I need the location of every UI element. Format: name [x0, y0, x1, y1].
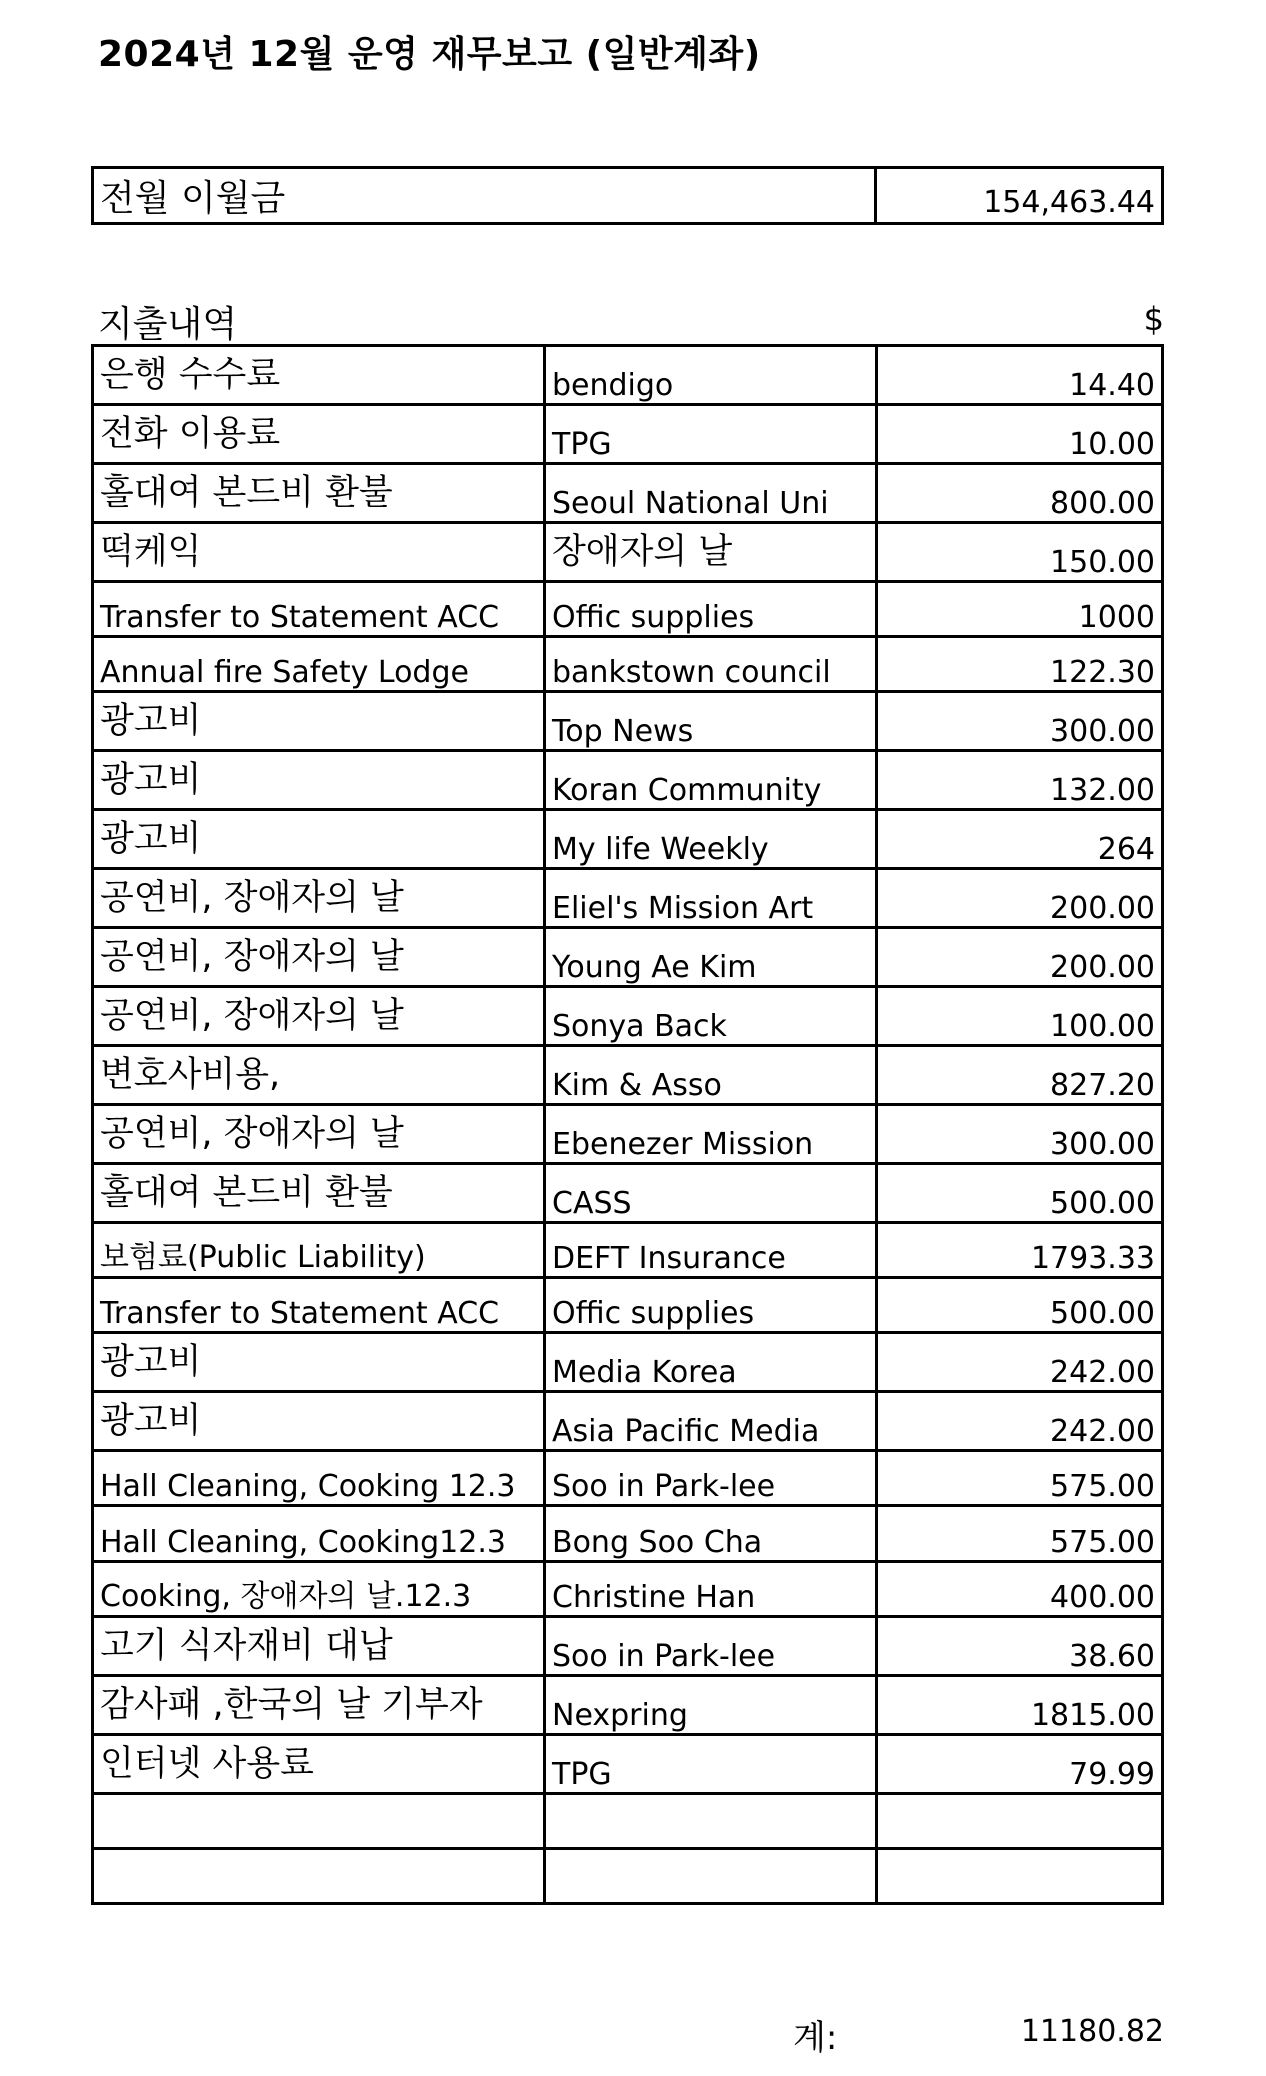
- expense-amount: 800.00: [877, 464, 1163, 523]
- expense-description: 광고비: [93, 1392, 545, 1451]
- expense-payee: Eliel's Mission Art: [545, 869, 877, 928]
- expense-amount: 400.00: [877, 1561, 1163, 1616]
- expense-payee: Seoul National Uni: [545, 464, 877, 523]
- table-row: [93, 1223, 1163, 1278]
- expense-description: 공연비, 장애자의 날: [93, 1105, 545, 1164]
- expense-description: 홀대여 본드비 환불: [93, 464, 545, 523]
- expense-amount: 500.00: [877, 1164, 1163, 1223]
- expense-description: 감사패 ,한국의 날 기부자: [93, 1675, 545, 1734]
- expense-description: [93, 1793, 545, 1848]
- expense-description: Transfer to Statement ACC: [93, 582, 545, 637]
- table-row: [93, 928, 1163, 987]
- expense-description: Annual fire Safety Lodge: [93, 637, 545, 692]
- expense-payee: Soo in Park-lee: [545, 1451, 877, 1506]
- expense-description: 공연비, 장애자의 날: [93, 987, 545, 1046]
- expense-amount: 38.60: [877, 1616, 1163, 1675]
- page-title: 2024년 12월 운영 재무보고 (일반계좌): [98, 34, 761, 75]
- expense-description: 전화 이용료: [93, 405, 545, 464]
- table-row: [93, 405, 1163, 464]
- expenses-section-label: 지출내역: [98, 304, 238, 345]
- table-row: [93, 1734, 1163, 1793]
- expense-amount: 79.99: [877, 1734, 1163, 1793]
- table-row: [93, 1675, 1163, 1734]
- expense-amount: 300.00: [877, 1105, 1163, 1164]
- expense-payee: Bong Soo Cha: [545, 1506, 877, 1561]
- expense-amount: 300.00: [877, 692, 1163, 751]
- expense-description: 보험료(Public Liability): [93, 1223, 545, 1278]
- table-row: [93, 692, 1163, 751]
- table-row: [93, 1046, 1163, 1105]
- expense-amount: 1815.00: [877, 1675, 1163, 1734]
- expense-payee: Soo in Park-lee: [545, 1616, 877, 1675]
- table-row: [93, 637, 1163, 692]
- expense-description: 떡케익: [93, 523, 545, 582]
- table-row: [93, 582, 1163, 637]
- table-row: [93, 1561, 1163, 1616]
- table-row: [93, 1451, 1163, 1506]
- expense-amount: [877, 1848, 1163, 1903]
- table-row: [93, 987, 1163, 1046]
- expense-payee: My life Weekly: [545, 810, 877, 869]
- carry-over-label: 전월 이월금: [94, 169, 877, 222]
- expense-payee: Ebenezer Mission: [545, 1105, 877, 1164]
- expense-amount: 575.00: [877, 1451, 1163, 1506]
- carry-over-box: [91, 166, 1164, 225]
- carry-over-amount: 154,463.44: [983, 185, 1155, 220]
- expense-description: 광고비: [93, 1333, 545, 1392]
- expense-amount: 1793.33: [877, 1223, 1163, 1278]
- expense-payee: TPG: [545, 405, 877, 464]
- expense-payee: TPG: [545, 1734, 877, 1793]
- expense-description: 변호사비용,: [93, 1046, 545, 1105]
- table-row: [93, 523, 1163, 582]
- expense-amount: 1000: [877, 582, 1163, 637]
- expense-payee: Offic supplies: [545, 1278, 877, 1333]
- expense-payee: Media Korea: [545, 1333, 877, 1392]
- expense-amount: 10.00: [877, 405, 1163, 464]
- expense-payee: [545, 1848, 877, 1903]
- table-row: [93, 1164, 1163, 1223]
- expense-description: 공연비, 장애자의 날: [93, 928, 545, 987]
- table-row: [93, 1793, 1163, 1848]
- total-value: 11180.82: [1020, 2014, 1164, 2049]
- expense-amount: 150.00: [877, 523, 1163, 582]
- expense-payee: CASS: [545, 1164, 877, 1223]
- currency-symbol: $: [1143, 300, 1164, 338]
- expense-payee: Nexpring: [545, 1675, 877, 1734]
- expense-description: 홀대여 본드비 환불: [93, 1164, 545, 1223]
- table-row: [93, 1105, 1163, 1164]
- expense-amount: [877, 1793, 1163, 1848]
- expense-amount: 242.00: [877, 1392, 1163, 1451]
- expense-payee: Young Ae Kim: [545, 928, 877, 987]
- table-row: [93, 1848, 1163, 1903]
- expense-description: Cooking, 장애자의 날.12.3: [93, 1561, 545, 1616]
- expense-amount: 200.00: [877, 928, 1163, 987]
- expense-description: 은행 수수료: [93, 346, 545, 405]
- expense-description: Hall Cleaning, Cooking12.3: [93, 1506, 545, 1561]
- expense-amount: 500.00: [877, 1278, 1163, 1333]
- table-row: [93, 1278, 1163, 1333]
- expense-amount: 132.00: [877, 751, 1163, 810]
- expense-amount: 827.20: [877, 1046, 1163, 1105]
- expense-table: [91, 344, 1164, 1905]
- expense-description: 인터넷 사용료: [93, 1734, 545, 1793]
- total-label: 계:: [793, 2018, 838, 2058]
- table-row: [93, 1392, 1163, 1451]
- table-row: [93, 464, 1163, 523]
- expense-amount: 264: [877, 810, 1163, 869]
- expense-payee: 장애자의 날: [545, 523, 877, 582]
- expense-description: Hall Cleaning, Cooking 12.3: [93, 1451, 545, 1506]
- expense-description: 고기 식자재비 대납: [93, 1616, 545, 1675]
- expense-payee: bankstown council: [545, 637, 877, 692]
- expense-payee: Christine Han: [545, 1561, 877, 1616]
- expense-description: Transfer to Statement ACC: [93, 1278, 545, 1333]
- expense-description: 광고비: [93, 692, 545, 751]
- expense-description: [93, 1848, 545, 1903]
- table-row: [93, 1333, 1163, 1392]
- expense-payee: Asia Pacific Media: [545, 1392, 877, 1451]
- table-row: [93, 810, 1163, 869]
- table-row: [93, 1506, 1163, 1561]
- expense-payee: Koran Community: [545, 751, 877, 810]
- table-row: [93, 1616, 1163, 1675]
- expense-description: 공연비, 장애자의 날: [93, 869, 545, 928]
- expense-amount: 14.40: [877, 346, 1163, 405]
- expense-amount: 575.00: [877, 1506, 1163, 1561]
- table-row: [93, 869, 1163, 928]
- expense-payee: Kim & Asso: [545, 1046, 877, 1105]
- expense-payee: Offic supplies: [545, 582, 877, 637]
- expense-payee: bendigo: [545, 346, 877, 405]
- table-row: [93, 751, 1163, 810]
- expense-payee: Sonya Back: [545, 987, 877, 1046]
- expense-payee: [545, 1793, 877, 1848]
- expense-amount: 122.30: [877, 637, 1163, 692]
- expense-description: 광고비: [93, 751, 545, 810]
- table-row: [93, 346, 1163, 405]
- expense-amount: 242.00: [877, 1333, 1163, 1392]
- expense-payee: DEFT Insurance: [545, 1223, 877, 1278]
- expense-payee: Top News: [545, 692, 877, 751]
- expense-description: 광고비: [93, 810, 545, 869]
- expense-amount: 200.00: [877, 869, 1163, 928]
- expense-amount: 100.00: [877, 987, 1163, 1046]
